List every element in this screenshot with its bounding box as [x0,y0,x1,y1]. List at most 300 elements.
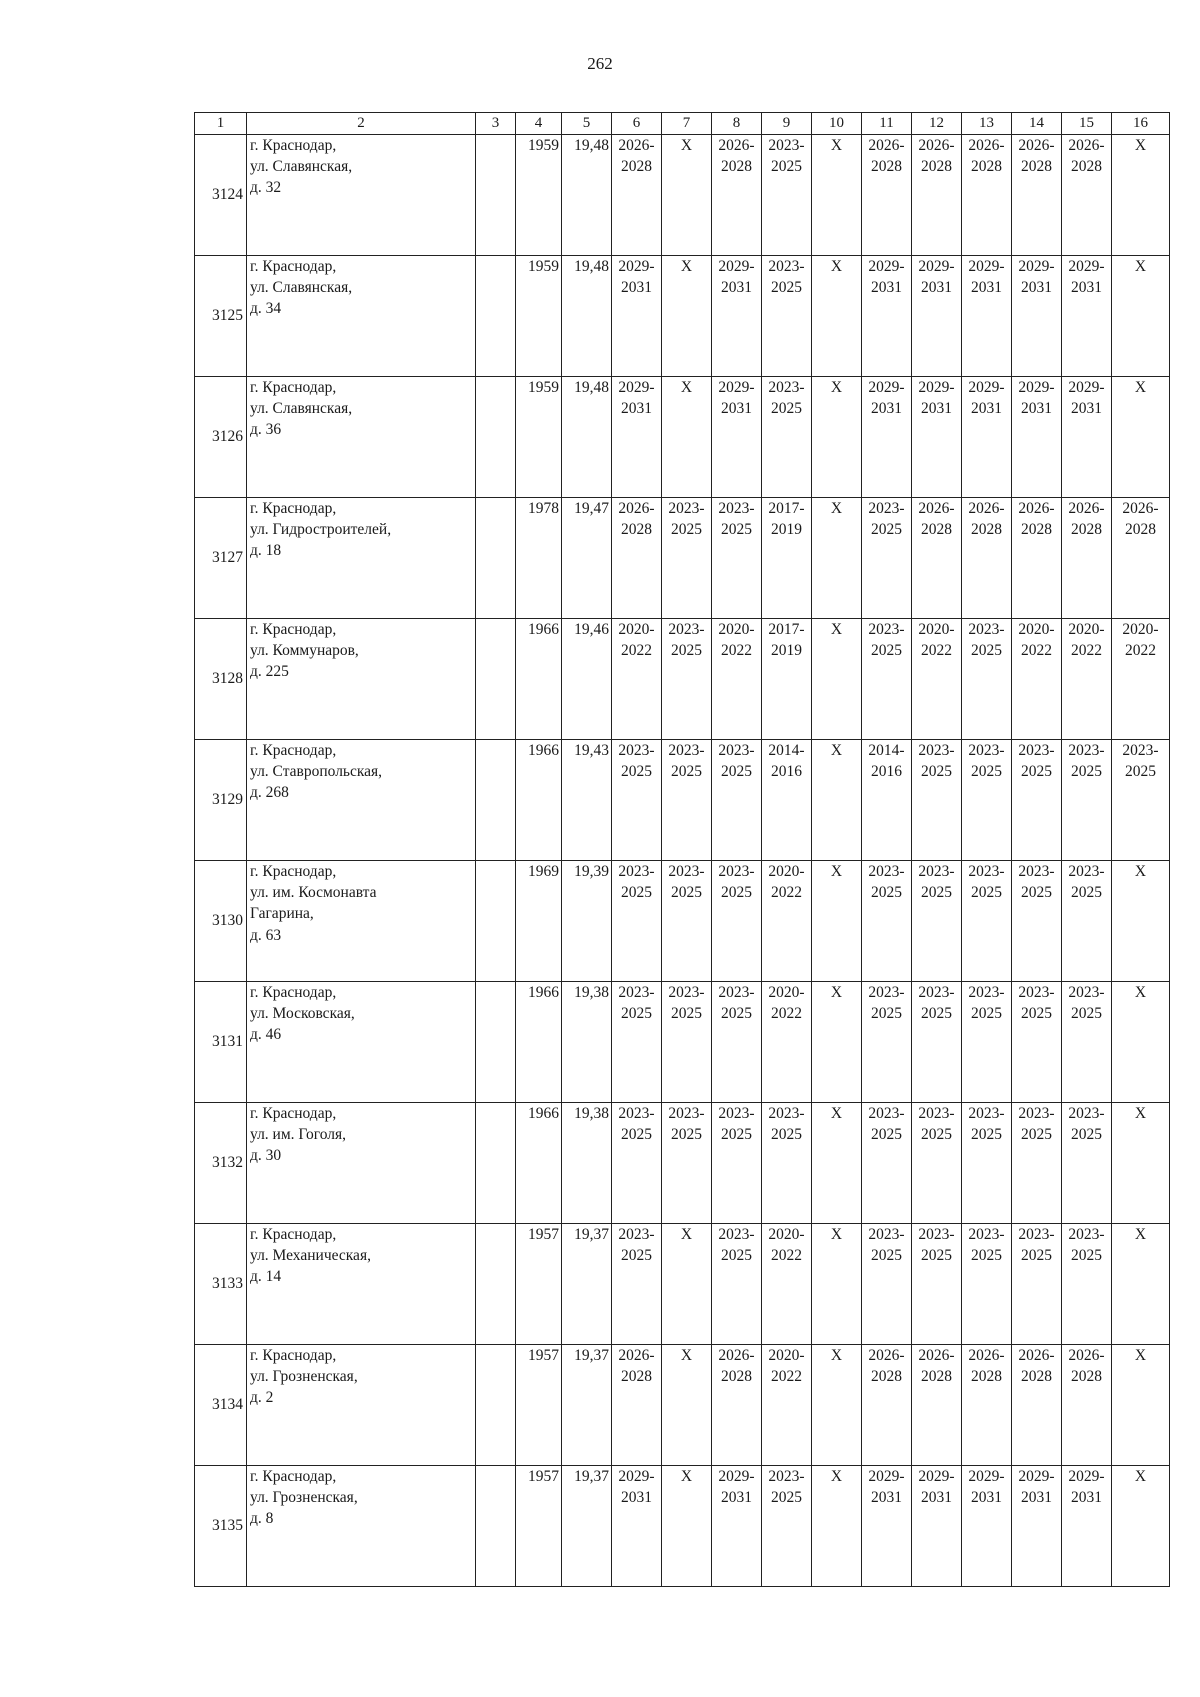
address-line: г. Краснодар, [250,136,337,154]
year-cell: 1966 [516,618,562,739]
period-start: 2029- [1068,378,1105,396]
period-start: 2023- [968,1104,1005,1122]
period-cell [762,134,812,255]
address-line: ул. Славянская, [250,400,353,418]
period-cell [962,497,1012,618]
period-start: 2026- [968,1346,1005,1364]
period-cell [962,1344,1012,1465]
address-line: ул. Славянская, [250,279,353,297]
period-cell [1012,860,1062,981]
period-end: 2025 [671,884,702,902]
period-cell [762,860,812,981]
period-start: 2023- [618,1225,655,1243]
period-cell [1012,376,1062,497]
year-cell: 1959 [516,376,562,497]
period-cell [612,981,662,1102]
column-header: 14 [1012,113,1062,135]
address-line: ул. Грозненская, [250,1489,358,1507]
address-line: г. Краснодар, [250,1467,337,1485]
period-end: 2028 [871,158,902,176]
period-end: 2028 [921,521,952,539]
period-end: 2016 [771,763,802,781]
period-cell [662,981,712,1102]
period-cell [712,981,762,1102]
x-mark-cell: X [812,1465,862,1586]
period-start: 2023- [918,1104,955,1122]
table-row [195,1102,1170,1223]
period-start: 2026- [718,136,755,154]
row-number: 3124 [195,134,247,255]
period-cell [962,739,1012,860]
period-start: 2023- [1068,862,1105,880]
address-line: г. Краснодар, [250,499,337,517]
period-end: 2025 [971,1247,1002,1265]
column-header: 11 [862,113,912,135]
column-header: 3 [476,113,516,135]
period-start: 2029- [968,257,1005,275]
period-start: 2026- [868,1346,905,1364]
period-cell [1012,618,1062,739]
address-line: ул. Механическая, [250,1247,371,1265]
value-cell: 19,38 [562,1102,612,1223]
year-cell: 1957 [516,1223,562,1344]
year-cell: 1966 [516,739,562,860]
table-row [195,255,1170,376]
period-end: 2025 [621,1005,652,1023]
x-mark-cell: X [1112,1102,1170,1223]
period-start: 2023- [718,862,755,880]
period-start: 2023- [718,1104,755,1122]
period-start: 2023- [718,741,755,759]
x-mark-cell: X [812,860,862,981]
period-cell [962,376,1012,497]
row-number: 3125 [195,255,247,376]
period-cell [1062,618,1112,739]
period-start: 2029- [918,378,955,396]
x-mark-cell: X [1112,1344,1170,1465]
period-start: 2029- [968,378,1005,396]
period-cell [912,860,962,981]
address-cell [247,618,476,739]
period-cell [612,1344,662,1465]
table-row [195,1223,1170,1344]
period-end: 2025 [771,1489,802,1507]
address-line: ул. Коммунаров, [250,642,359,660]
empty-cell [476,134,516,255]
period-end: 2022 [1021,642,1052,660]
period-cell [962,134,1012,255]
period-start: 2020- [618,620,655,638]
period-start: 2029- [718,378,755,396]
period-end: 2028 [1021,521,1052,539]
period-cell [862,739,912,860]
column-header: 16 [1112,113,1170,135]
column-header: 1 [195,113,247,135]
period-end: 2031 [971,1489,1002,1507]
column-header: 5 [562,113,612,135]
period-start: 2014- [768,741,805,759]
value-cell: 19,39 [562,860,612,981]
x-mark-cell: X [812,618,862,739]
address-line: г. Краснодар, [250,1225,337,1243]
period-end: 2028 [1021,1368,1052,1386]
period-start: 2020- [768,1225,805,1243]
value-cell: 19,47 [562,497,612,618]
period-cell [612,134,662,255]
period-cell [1062,739,1112,860]
period-cell [712,1465,762,1586]
year-cell: 1959 [516,255,562,376]
period-start: 2023- [668,1104,705,1122]
period-cell [662,860,712,981]
period-start: 2023- [1068,983,1105,1001]
period-cell [1062,1465,1112,1586]
x-mark-cell: X [1112,1465,1170,1586]
period-cell [862,255,912,376]
period-cell [762,739,812,860]
period-start: 2023- [1068,1225,1105,1243]
period-cell [762,1102,812,1223]
period-cell [912,981,962,1102]
period-cell [962,618,1012,739]
row-number: 3128 [195,618,247,739]
address-line: д. 34 [250,300,282,318]
period-cell [762,1344,812,1465]
address-line: д. 63 [250,926,282,944]
value-cell: 19,38 [562,981,612,1102]
period-start: 2023- [668,620,705,638]
address-cell [247,739,476,860]
address-line: д. 46 [250,1026,282,1044]
column-header: 7 [662,113,712,135]
address-line: д. 225 [250,663,289,681]
period-end: 2025 [671,521,702,539]
x-mark-cell: X [812,1344,862,1465]
address-line: ул. Гидростроителей, [250,521,392,539]
year-cell: 1957 [516,1344,562,1465]
x-mark-cell: X [662,376,712,497]
period-cell [712,739,762,860]
period-end: 2025 [871,642,902,660]
period-start: 2029- [968,1467,1005,1485]
period-cell [862,1223,912,1344]
row-number: 3133 [195,1223,247,1344]
period-cell [862,1102,912,1223]
address-line: г. Краснодар, [250,257,337,275]
period-start: 2026- [1122,499,1159,517]
period-end: 2025 [771,279,802,297]
period-cell [1012,1344,1062,1465]
period-end: 2025 [1071,884,1102,902]
period-start: 2026- [1068,136,1105,154]
address-line: д. 32 [250,179,282,197]
period-end: 2016 [871,763,902,781]
table-row [195,134,1170,255]
period-start: 2023- [768,1467,805,1485]
period-start: 2029- [1018,257,1055,275]
period-end: 2031 [921,279,952,297]
year-cell: 1978 [516,497,562,618]
period-start: 2023- [868,983,905,1001]
period-end: 2031 [1021,400,1052,418]
period-end: 2022 [921,642,952,660]
period-cell [762,376,812,497]
address-line: г. Краснодар, [250,378,337,396]
period-end: 2028 [621,158,652,176]
period-start: 2029- [618,378,655,396]
period-end: 2025 [871,1126,902,1144]
period-cell [612,739,662,860]
period-cell [962,1223,1012,1344]
period-start: 2023- [968,620,1005,638]
period-start: 2029- [1018,378,1055,396]
period-end: 2025 [1021,1126,1052,1144]
period-start: 2023- [768,257,805,275]
header-row [195,113,1170,135]
table-row [195,860,1170,981]
period-end: 2025 [1071,1247,1102,1265]
period-start: 2026- [918,499,955,517]
period-start: 2020- [1068,620,1105,638]
value-cell: 19,43 [562,739,612,860]
address-line: г. Краснодар, [250,1104,337,1122]
period-cell [1112,497,1170,618]
period-end: 2031 [921,400,952,418]
period-cell [612,255,662,376]
period-cell [1062,981,1112,1102]
period-start: 2020- [768,862,805,880]
period-start: 2029- [918,1467,955,1485]
period-end: 2028 [1071,521,1102,539]
period-start: 2023- [1068,1104,1105,1122]
table-row [195,618,1170,739]
period-start: 2023- [1018,741,1055,759]
period-end: 2031 [1071,1489,1102,1507]
period-end: 2025 [671,1126,702,1144]
housing-register-table [194,112,1170,1587]
period-cell [662,497,712,618]
period-end: 2028 [921,158,952,176]
address-line: ул. им. Гоголя, [250,1126,347,1144]
period-cell [1012,981,1062,1102]
period-cell [862,376,912,497]
period-cell [612,1465,662,1586]
year-cell: 1959 [516,134,562,255]
column-header: 8 [712,113,762,135]
period-start: 2023- [868,862,905,880]
period-end: 2025 [921,884,952,902]
period-start: 2023- [868,499,905,517]
address-line: г. Краснодар, [250,620,337,638]
period-cell [862,618,912,739]
period-start: 2026- [718,1346,755,1364]
period-end: 2022 [721,642,752,660]
column-header: 9 [762,113,812,135]
period-start: 2020- [768,1346,805,1364]
period-end: 2025 [671,642,702,660]
period-cell [912,1465,962,1586]
row-number: 3130 [195,860,247,981]
period-end: 2031 [971,279,1002,297]
period-cell [762,497,812,618]
address-cell [247,376,476,497]
period-cell [912,255,962,376]
period-end: 2025 [1021,1247,1052,1265]
period-end: 2025 [971,1005,1002,1023]
period-start: 2026- [968,499,1005,517]
period-end: 2028 [721,1368,752,1386]
empty-cell [476,860,516,981]
address-line: ул. Грозненская, [250,1368,358,1386]
period-cell [962,1465,1012,1586]
x-mark-cell: X [1112,1223,1170,1344]
period-cell [612,1102,662,1223]
period-start: 2023- [668,983,705,1001]
period-cell [862,1465,912,1586]
period-cell [912,739,962,860]
period-start: 2017- [768,620,805,638]
period-cell [862,134,912,255]
address-line: ул. Московская, [250,1005,355,1023]
row-number: 3127 [195,497,247,618]
x-mark-cell: X [1112,255,1170,376]
period-start: 2023- [768,1104,805,1122]
period-start: 2026- [918,136,955,154]
period-end: 2025 [1021,884,1052,902]
period-end: 2031 [921,1489,952,1507]
period-start: 2023- [718,983,755,1001]
period-cell [912,1102,962,1223]
table-row [195,1465,1170,1586]
period-start: 2026- [1018,499,1055,517]
period-end: 2028 [971,158,1002,176]
period-end: 2025 [971,884,1002,902]
period-end: 2028 [1071,158,1102,176]
period-start: 2023- [968,1225,1005,1243]
period-end: 2028 [1125,521,1156,539]
period-cell [862,1344,912,1465]
period-cell [1062,376,1112,497]
period-cell [962,1102,1012,1223]
period-cell [712,255,762,376]
period-start: 2023- [1122,741,1159,759]
period-cell [762,1223,812,1344]
x-mark-cell: X [812,497,862,618]
value-cell: 19,37 [562,1344,612,1465]
period-end: 2019 [771,642,802,660]
period-cell [1062,497,1112,618]
period-end: 2022 [1125,642,1156,660]
period-start: 2023- [668,499,705,517]
address-cell [247,1223,476,1344]
row-number: 3126 [195,376,247,497]
period-start: 2020- [768,983,805,1001]
period-end: 2025 [1021,763,1052,781]
period-start: 2023- [968,983,1005,1001]
period-end: 2031 [621,279,652,297]
period-start: 2023- [918,983,955,1001]
address-cell [247,860,476,981]
period-cell [862,860,912,981]
period-start: 2023- [1018,1225,1055,1243]
period-start: 2023- [768,136,805,154]
row-number: 3135 [195,1465,247,1586]
period-start: 2029- [868,257,905,275]
period-start: 2023- [768,378,805,396]
x-mark-cell: X [812,1102,862,1223]
x-mark-cell: X [812,255,862,376]
x-mark-cell: X [812,376,862,497]
period-end: 2031 [1021,1489,1052,1507]
period-start: 2026- [1018,1346,1055,1364]
period-cell [862,981,912,1102]
period-end: 2025 [1125,763,1156,781]
value-cell: 19,48 [562,376,612,497]
period-end: 2028 [871,1368,902,1386]
period-end: 2031 [721,1489,752,1507]
period-cell [662,739,712,860]
period-cell [1012,1223,1062,1344]
period-cell [712,618,762,739]
period-cell [712,860,762,981]
period-cell [1012,1465,1062,1586]
period-start: 2029- [868,378,905,396]
period-cell [912,618,962,739]
period-start: 2023- [668,741,705,759]
period-cell [612,376,662,497]
period-end: 2025 [721,521,752,539]
row-number: 3129 [195,739,247,860]
period-cell [912,1223,962,1344]
table-row [195,739,1170,860]
table-row [195,376,1170,497]
period-start: 2029- [868,1467,905,1485]
period-end: 2025 [1071,1005,1102,1023]
empty-cell [476,618,516,739]
period-end: 2025 [921,1005,952,1023]
period-cell [1062,1102,1112,1223]
period-cell [912,497,962,618]
x-mark-cell: X [812,739,862,860]
period-end: 2025 [721,763,752,781]
x-mark-cell: X [662,1344,712,1465]
period-end: 2031 [1071,279,1102,297]
period-end: 2028 [921,1368,952,1386]
period-end: 2025 [1071,1126,1102,1144]
period-cell [1012,134,1062,255]
table-row [195,497,1170,618]
column-header: 6 [612,113,662,135]
period-cell [762,618,812,739]
address-line: г. Краснодар, [250,1346,337,1364]
period-end: 2022 [771,1368,802,1386]
period-end: 2025 [1071,763,1102,781]
period-cell [712,1223,762,1344]
address-line: ул. Ставропольская, [250,763,383,781]
empty-cell [476,739,516,860]
row-number: 3131 [195,981,247,1102]
period-cell [1062,134,1112,255]
period-start: 2026- [918,1346,955,1364]
period-cell [1062,860,1112,981]
period-cell [662,618,712,739]
period-cell [612,860,662,981]
period-end: 2025 [671,1005,702,1023]
period-start: 2029- [618,1467,655,1485]
period-start: 2023- [1068,741,1105,759]
period-start: 2026- [1068,499,1105,517]
period-cell [1062,255,1112,376]
